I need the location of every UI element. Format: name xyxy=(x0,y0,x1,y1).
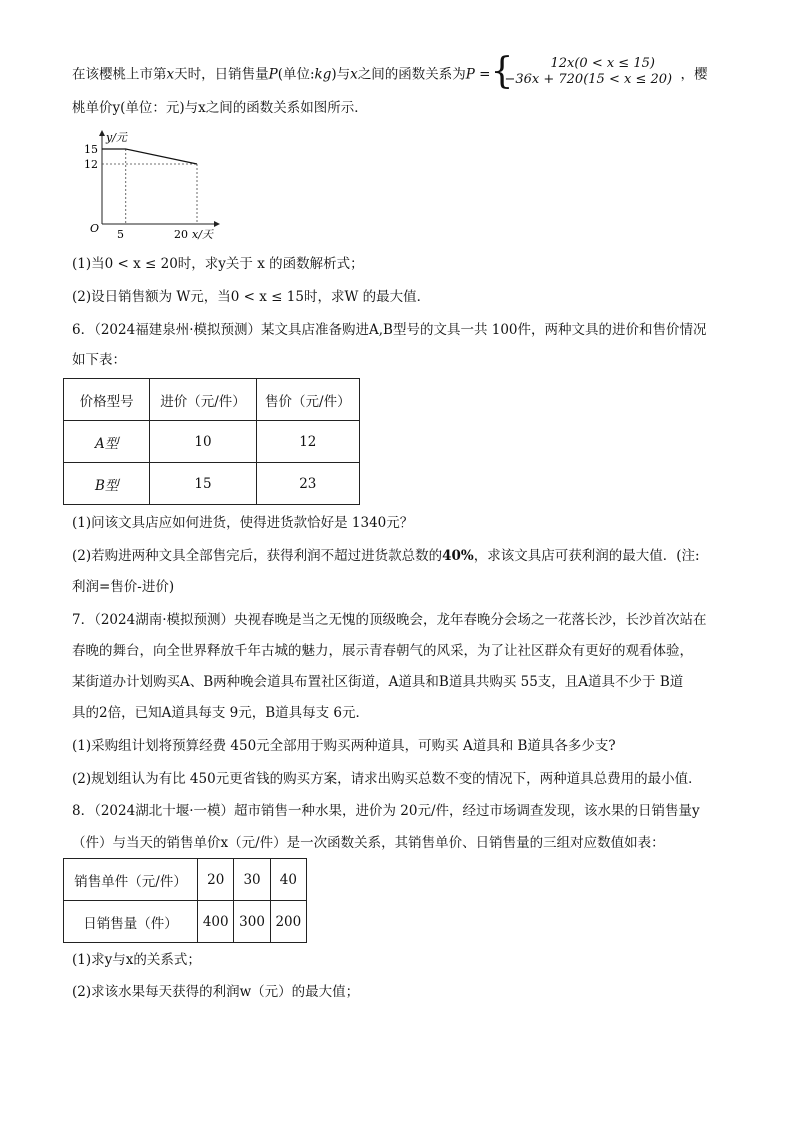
q8-part-2: (2)求该水果每天获得的利润w（元）的最大值； xyxy=(72,984,360,1000)
p-equals: P = xyxy=(465,66,491,83)
table-cell: A型 xyxy=(64,421,150,463)
intro-text-e: 之间的函数关系为 xyxy=(357,66,466,83)
table-cell: 销售单件（元/件） xyxy=(64,859,198,901)
table-cell: 400 xyxy=(198,901,234,943)
header-cell: 进价（元/件） xyxy=(150,379,256,421)
q7-line-1: 7．（2024湖南·模拟预测）央视春晚是当之无愧的顶级晚会，龙年春晚分会场之一花落长沙，长沙首次站在 xyxy=(72,612,707,628)
price-chart xyxy=(66,128,226,240)
piecewise-function xyxy=(490,51,680,92)
q7-line-3: 某街道办计划购买A、B两种晚会道具布置社区街道，A道具和B道具共购买 55支，且A道具不少于 B道 xyxy=(72,674,684,690)
intro-text-d: )与 xyxy=(331,66,351,83)
intro-text-b: 天时，日销售量 xyxy=(174,66,269,83)
x-axis-arrow xyxy=(214,221,220,227)
q7-part-1: (1)采购组计划将预算经费 450元全部用于购买两种道具，可购买 A道具和 B道具各多少支? xyxy=(72,738,616,754)
origin-label: O xyxy=(90,222,100,235)
q6-title: 6．（2024福建泉州·模拟预测）某文具店准备购进A,B型号的文具一共 100件，两种文具的进价和售价情况 xyxy=(72,322,707,338)
var-x-2: x xyxy=(350,66,358,83)
q8-line-1: 8．（2024湖北十堰·一模）超市销售一种水果，进价为 20元/件，经过市场调查发现，该水果的日销售量y xyxy=(72,803,700,819)
q6-percent: 40% xyxy=(442,548,474,564)
left-brace: { xyxy=(490,51,514,92)
table-cell: 30 xyxy=(234,859,270,901)
table-cell: 12 xyxy=(256,421,359,463)
table-cell: 40 xyxy=(270,859,306,901)
q5-part-2: (2)设日销售额为 W元，当0 < x ≤ 15时，求W 的最大值． xyxy=(72,289,431,305)
case-2: −36x + 720(15 < x ≤ 20) xyxy=(504,72,673,87)
x-axis-label: x/天 xyxy=(192,228,213,240)
var-p: P xyxy=(268,66,278,83)
table-row xyxy=(64,421,360,463)
y-axis-label: y/元 xyxy=(106,131,127,144)
table-cell: 200 xyxy=(270,901,306,943)
table-row xyxy=(64,859,307,901)
intro-line-2: 桃单价y(单位：元)与x之间的函数关系如图所示． xyxy=(72,100,368,116)
q6-price-table xyxy=(63,378,360,505)
q6-part-1: (1)问该文具店应如何进货，使得进货款恰好是 1340元？ xyxy=(72,515,414,531)
header-cell: 售价（元/件） xyxy=(256,379,359,421)
x-tick-20: 20 xyxy=(174,228,188,240)
q5-part-1: (1)当0 < x ≤ 20时，求y关于 x 的函数解析式； xyxy=(72,256,364,272)
intro-text-f: ，樱 xyxy=(680,66,708,83)
q8-line-2: （件）与当天的销售单价x（元/件）是一次函数关系，其销售单价、日销售量的三组对应数值如表： xyxy=(72,835,665,851)
y-tick-12: 12 xyxy=(84,158,98,171)
q6-part-2-b: ，求该文具店可获利润的最大值．(注: xyxy=(473,548,700,564)
y-axis-arrow xyxy=(99,130,105,136)
q8-sales-table xyxy=(63,858,307,943)
intro-line-1 xyxy=(72,51,708,92)
unit-kg: kg xyxy=(314,66,332,83)
table-header-row xyxy=(64,379,360,421)
table-row xyxy=(64,463,360,505)
q7-line-2: 春晚的舞台，向全世界释放千年古城的魅力，展示青春朝气的风采，为了让社区群众有更好的观看体验， xyxy=(72,643,693,659)
table-cell: 23 xyxy=(256,463,359,505)
table-cell: 15 xyxy=(150,463,256,505)
q7-line-4: 具的2倍，已知A道具每支 9元，B道具每支 6元． xyxy=(72,705,370,721)
table-row xyxy=(64,901,307,943)
q7-part-2: (2)规划组认为有比 450元更省钱的购买方案，请求出购买总数不变的情况下，两种道具总费用的最小值． xyxy=(72,771,702,787)
q6-part-2 xyxy=(72,546,700,566)
var-x: x xyxy=(166,66,175,83)
y-tick-15: 15 xyxy=(84,143,98,156)
header-cell: 价格型号 xyxy=(64,379,150,421)
table-cell: 日销售量（件） xyxy=(64,901,198,943)
case-1: 12x(0 < x ≤ 15) xyxy=(550,56,655,71)
q8-part-1: (1)求y与x的关系式； xyxy=(72,952,201,968)
table-cell: 10 xyxy=(150,421,256,463)
table-cell: 20 xyxy=(198,859,234,901)
table-cell: B型 xyxy=(64,463,150,505)
table-cell: 300 xyxy=(234,901,270,943)
intro-text-a: 在该樱桃上市第 xyxy=(72,66,167,83)
series-line xyxy=(102,149,197,164)
q6-part-2-a: (2)若购进两种文具全部售完后，获得利润不超过进货款总数的 xyxy=(72,548,443,564)
x-tick-5: 5 xyxy=(117,228,124,240)
intro-text-c: (单位: xyxy=(277,66,315,83)
q6-part-2-c: 利润=售价-进价) xyxy=(72,579,175,595)
q6-title-2: 如下表： xyxy=(72,352,126,368)
